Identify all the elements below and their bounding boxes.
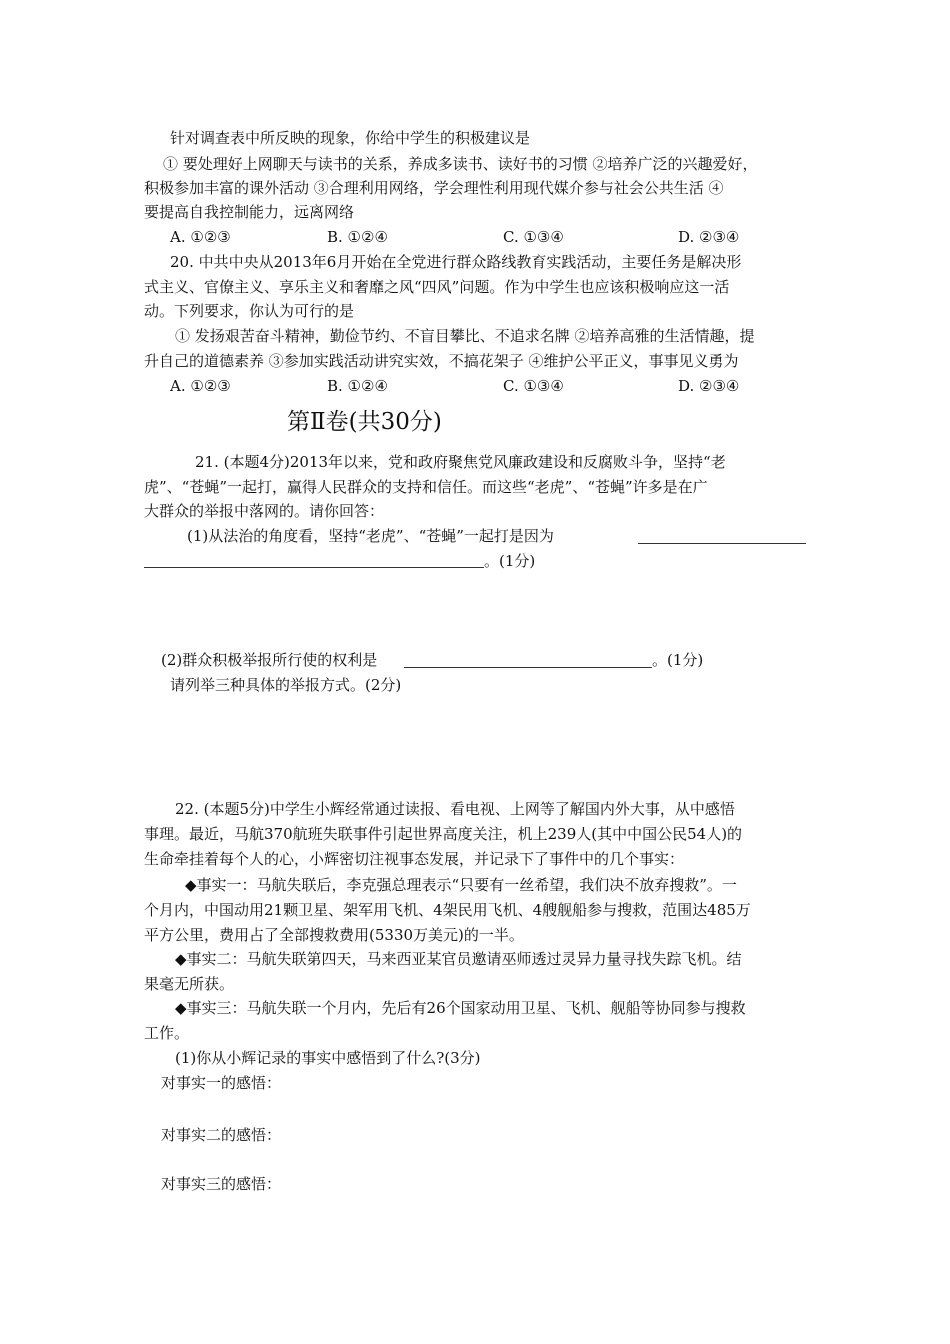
q21-answer-blank-1b[interactable] <box>144 551 484 568</box>
q21-line-1: 21. (本题4分)2013年以来，党和政府聚焦党风廉政建设和反腐败斗争，坚持“老 <box>195 453 726 471</box>
q19-stem: 针对调查表中所反映的现象，你给中学生的积极建议是 <box>170 129 531 147</box>
q20-option-a: A. ①②③ <box>170 377 231 395</box>
q21-line-2: 虎”、“苍蝇”一起打，赢得人民群众的支持和信任。而这些“老虎”、“苍蝇”许多是在广 <box>144 478 708 496</box>
q20-option-d: D. ②③④ <box>678 377 740 395</box>
q22-answer-3: 对事实三的感悟： <box>161 1175 282 1193</box>
q21-sub-2-end: 。(1分) <box>652 651 704 669</box>
q20-option-c: C. ①③④ <box>503 377 564 395</box>
q22-line-1: 22. (本题5分)中学生小辉经常通过读报、看电视、上网等了解国内外大事，从中感悟 <box>175 800 735 818</box>
q19-option-b: B. ①②④ <box>327 228 388 246</box>
q22-answer-1: 对事实一的感悟： <box>161 1074 282 1092</box>
q19-line-3: 要提高自我控制能力，远离网络 <box>144 203 355 221</box>
q20-line-5: 升自己的道德素养 ③参加实践活动讲究实效，不搞花架子 ④维护公平正义，事事见义勇为 <box>144 352 739 370</box>
q20-option-b: B. ①②④ <box>327 377 388 395</box>
q21-sub-1: (1)从法治的角度看，坚持“老虎”、“苍蝇”一起打是因为 <box>187 527 554 545</box>
q22-fact-1-c: 平方公里，费用占了全部搜救费用(5330万美元)的一半。 <box>144 926 524 944</box>
q22-fact-3-a: ◆事实三：马航失联一个月内，先后有26个国家动用卫星、飞机、舰船等协同参与搜救 <box>175 999 746 1017</box>
q19-option-d: D. ②③④ <box>678 228 740 246</box>
q22-fact-2-a: ◆事实二：马航失联第四天，马来西亚某官员邀请巫师透过灵异力量寻找失踪飞机。结 <box>175 950 742 968</box>
q22-fact-2-b: 果毫无所获。 <box>144 975 235 993</box>
q21-sub-1-end: 。(1分) <box>484 552 536 570</box>
q20-line-1: 20. 中共中央从2013年6月开始在全党进行群众路线教育实践活动，主要任务是解决形 <box>170 253 742 271</box>
q22-fact-3-b: 工作。 <box>144 1024 190 1042</box>
q22-fact-1-b: 个月内，中国动用21颗卫星、架军用飞机、4架民用飞机、4艘舰船参与搜救，范围达485万 <box>144 901 751 919</box>
q22-line-2: 事理。最近，马航370航班失联事件引起世界高度关注，机上239人(其中中国公民54人)的 <box>144 825 743 843</box>
section-title: 第Ⅱ卷(共30分) <box>287 409 442 435</box>
q21-answer-blank-2[interactable] <box>404 651 652 668</box>
q22-line-3: 生命牵挂着每个人的心，小辉密切注视事态发展，并记录下了事件中的几个事实： <box>144 850 685 868</box>
q19-option-a: A. ①②③ <box>170 228 231 246</box>
q22-sub-1: (1)你从小辉记录的事实中感悟到了什么?(3分) <box>175 1049 481 1067</box>
q21-answer-blank-1a[interactable] <box>638 527 806 544</box>
q21-sub-3: 请列举三种具体的举报方式。(2分) <box>170 676 402 694</box>
q20-line-4: ① 发扬艰苦奋斗精神，勤俭节约、不盲目攀比、不追求名牌 ②培养高雅的生活情趣，提 <box>175 327 755 345</box>
q20-line-3: 动。下列要求，你认为可行的是 <box>144 302 355 320</box>
q22-answer-2: 对事实二的感悟： <box>161 1126 282 1144</box>
q21-line-3: 大群众的举报中落网的。请你回答： <box>144 502 385 520</box>
q22-fact-1-a: ◆事实一：马航失联后，李克强总理表示“只要有一丝希望，我们决不放弃搜救”。一 <box>185 876 737 894</box>
q20-line-2: 式主义、官僚主义、享乐主义和奢靡之风“四风”问题。作为中学生也应该积极响应这一活 <box>144 278 730 296</box>
q19-line-1: ① 要处理好上网聊天与读书的关系，养成多读书、读好书的习惯 ②培养广泛的兴趣爱好， <box>163 155 758 173</box>
q19-option-c: C. ①③④ <box>503 228 564 246</box>
q21-sub-2: (2)群众积极举报所行使的权利是 <box>161 651 378 669</box>
q19-line-2: 积极参加丰富的课外活动 ③合理利用网络，学会理性利用现代媒介参与社会公共生活 ④ <box>144 179 724 197</box>
